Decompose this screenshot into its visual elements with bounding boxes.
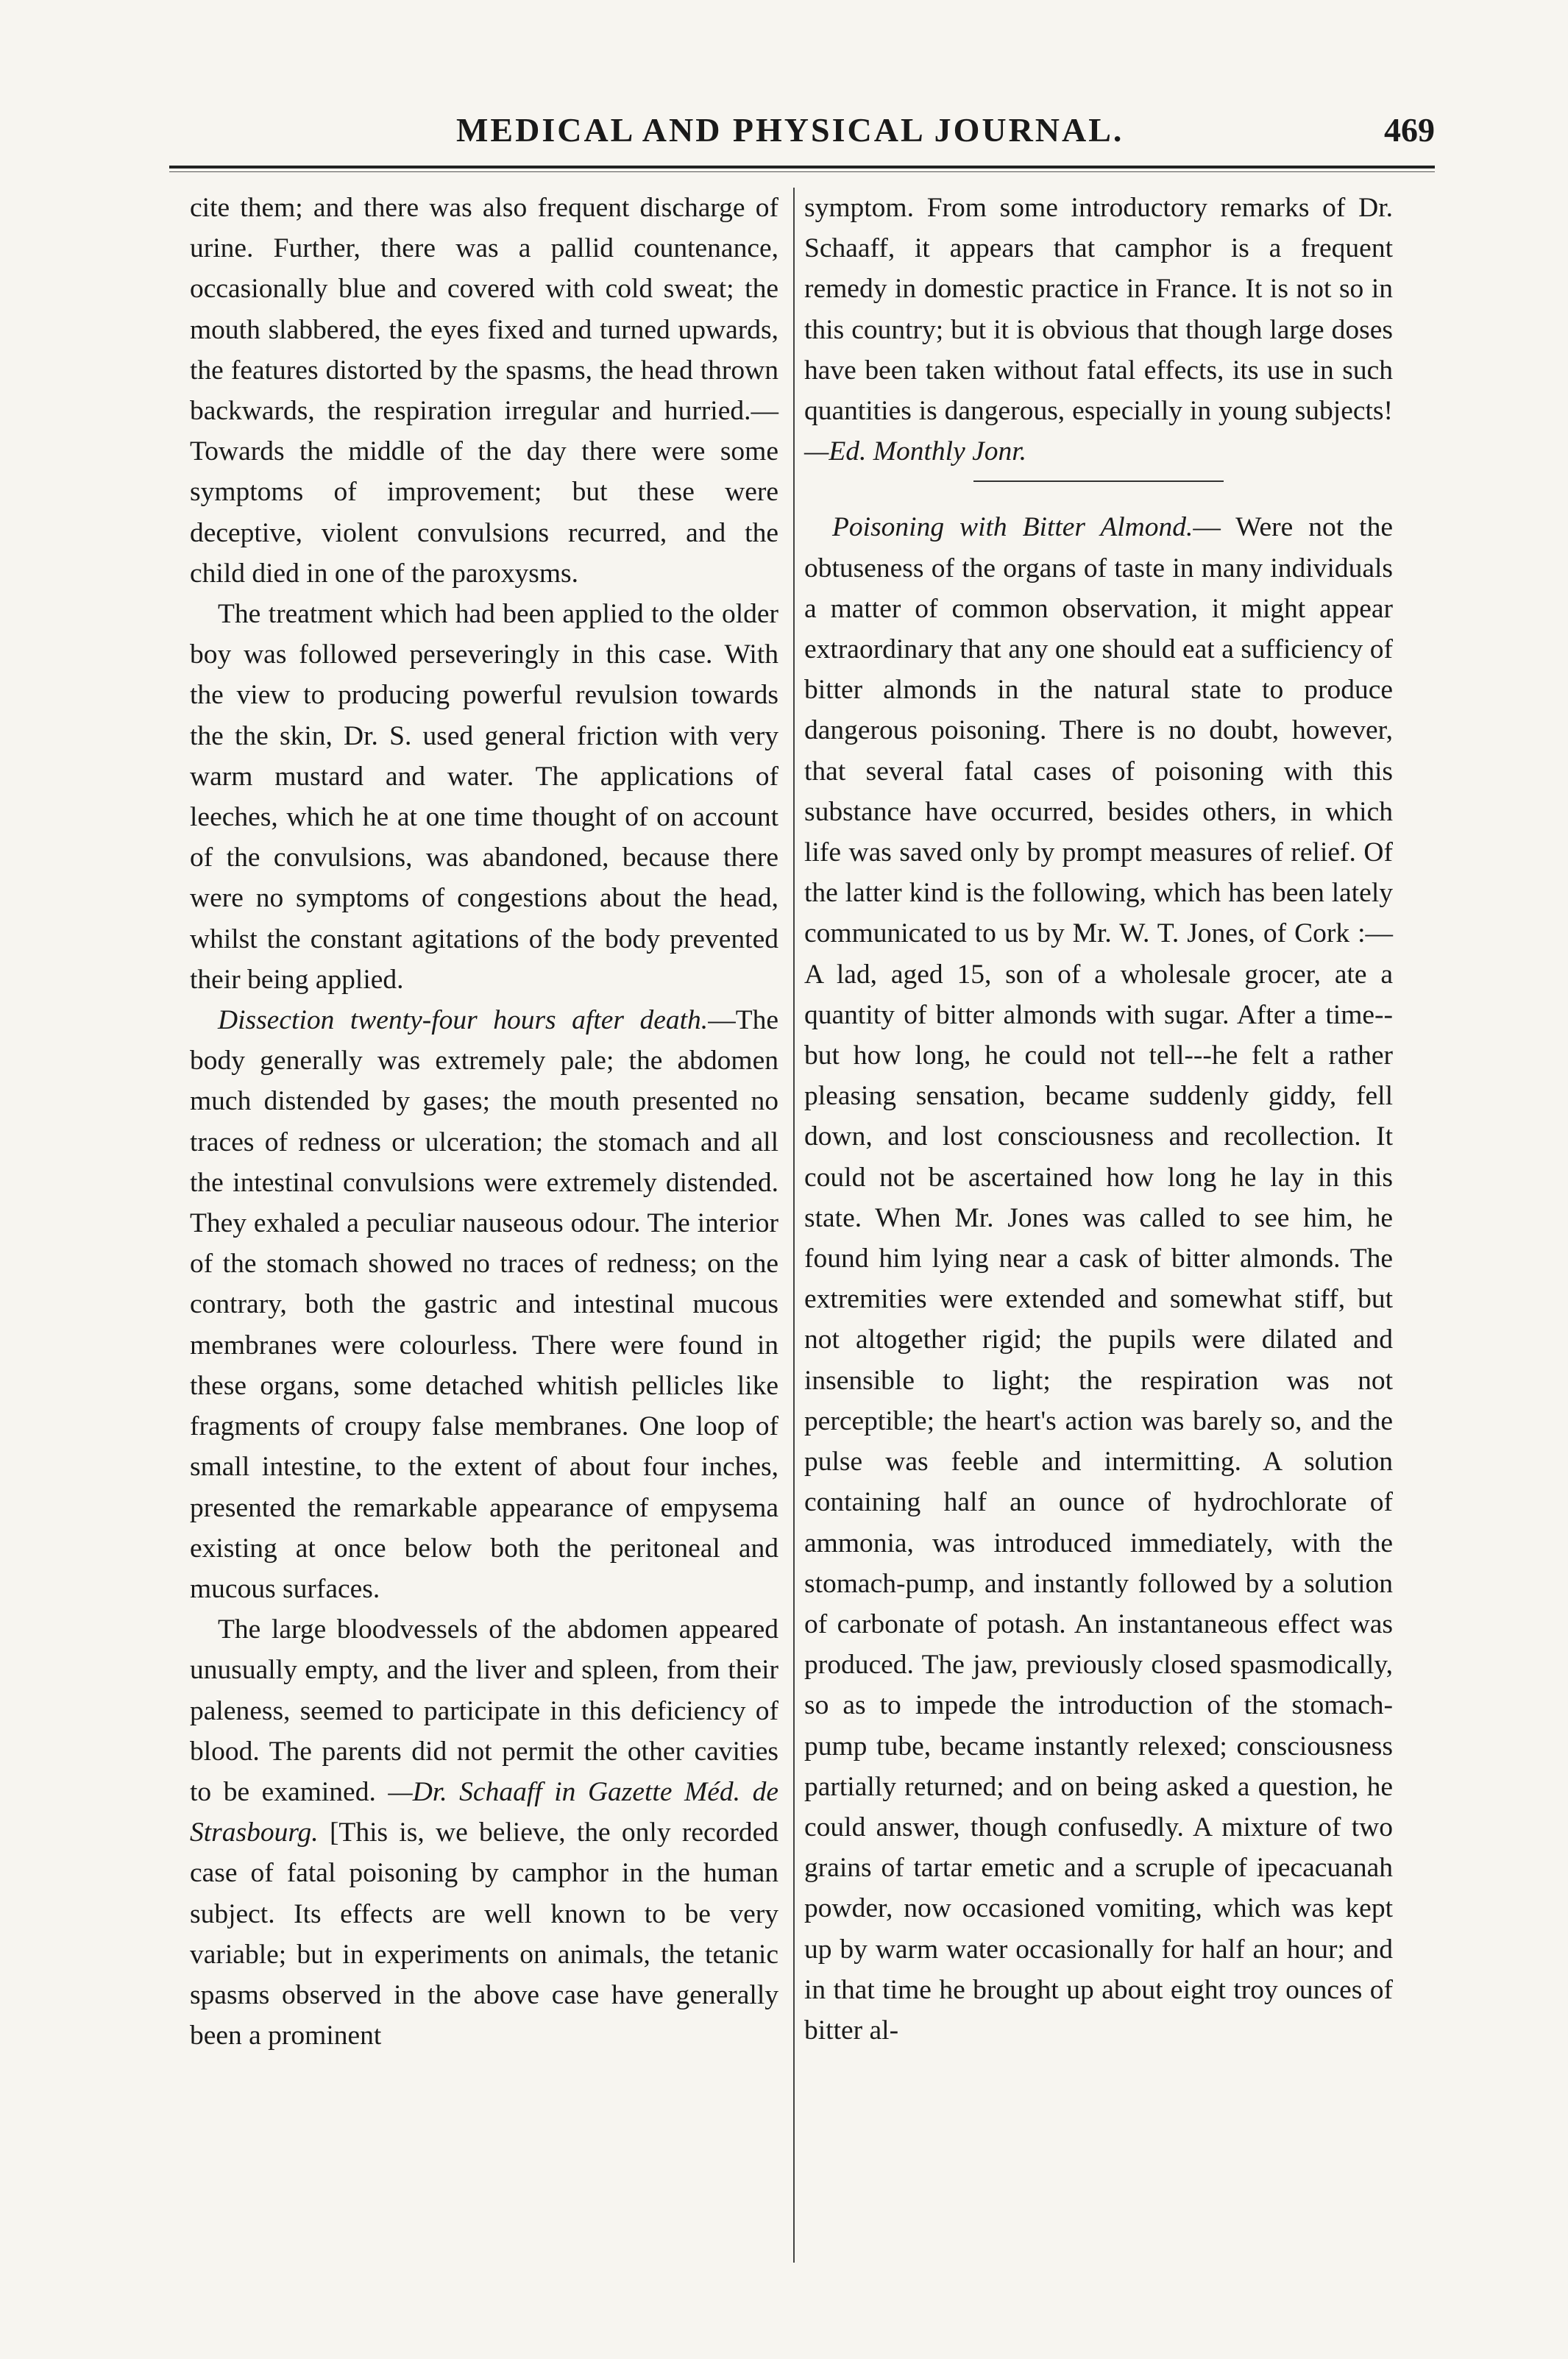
header-rule (169, 166, 1435, 168)
paragraph-case-continuation: cite them; and there was also frequent discharge of urine. Further, there was a pallid countenance, occasionally blue and covered with cold sweat; the mouth slabbered, the eyes fixed and turned upwards, the features distorted by the spasms, the head thrown backwards, the respiration irregular and hurried.— Towards the middle of the day there were some symptoms of improvement; but these were deceptive, violent convulsions recurred, and the child died in one of the paroxysms. (190, 193, 778, 589)
paragraph-editorial-continuation (804, 188, 1393, 472)
page-number: 469 (1384, 111, 1435, 149)
section-divider-rule (973, 480, 1224, 482)
dissection-text: —The body generally was extremely pale; the abdomen much distended by gases; the mouth presented no traces of redness or ulceration; the stomach and all the intestinal convulsions were extremely distended. They exhaled a peculiar nauseous odour. The interior of the stomach showed no traces of redness; on the contrary, both the gastric and intestinal mucous membranes were colourless. There were found in these organs, some detached whitish pellicles like fragments of croupy false membranes. One loop of small intestine, to the extent of about four inches, presented the remarkable appearance of empysema existing at once below both the peritoneal and mucous surfaces. (190, 1005, 778, 1604)
editor-signature: —Ed. Monthly Jonr. (804, 436, 1027, 467)
editorial-continuation-text: symptom. From some introductory remarks of Dr. Schaaff, it appears that camphor is a frequent remedy in domestic practice in France. It is not so in this country; but it is obvious that though large doses have been taken without fatal effects, its use in such quantities is dangerous, especially in young subjects! (804, 193, 1393, 427)
bloodvessels-text: The large bloodvessels of the abdomen appeared unusually empty, and the liver and spleen, from their paleness, seemed to participate in this deficiency of blood. The parents did not permit the other cavities to be examined. (190, 1614, 778, 1807)
source-reference: —Dr. Schaaff in Gazette Méd. de Strasbourg. (190, 1776, 779, 1848)
left-column (190, 188, 778, 2056)
section-heading-bitter-almond: Poisoning with Bitter Almond. (832, 512, 1193, 543)
paragraph-dissection (190, 1000, 778, 1609)
right-column (804, 188, 1393, 2051)
header-rule-thin (169, 171, 1435, 172)
paragraph-bitter-almond (804, 507, 1393, 2051)
column-divider (793, 188, 795, 2263)
dissection-lead: Dissection twenty-four hours after death. (218, 1005, 709, 1036)
running-title: MEDICAL AND PHYSICAL JOURNAL. (456, 111, 1124, 149)
paragraph-bloodvessels (190, 1609, 778, 2056)
paragraph-treatment: The treatment which had been applied to the older boy was followed perseveringly in this case. With the view to producing powerful revulsion towards the the skin, Dr. S. used general friction with very warm mustard and water. The applications of leeches, which he at one time thought of on account of the convulsions, was abandoned, because there were no symptoms of congestions about the head, whilst the constant agitations of the body prevented their being applied. (190, 599, 778, 995)
editorial-note: [This is, we believe, the only recorded case of fatal poisoning by camphor in the human subject. Its effects are well known to be very variable; but in experiments on animals, the tetanic spasms observed in the above case have generally been a prominent (190, 1817, 778, 2051)
bitter-almond-text: — Were not the obtuseness of the organs of taste in many individuals a matter of common observation, it might appear extraordinary that any one should eat a sufficiency of bitter almonds in the natural state to produce dangerous poisoning. There is no doubt, however, that several fatal cases of poisoning with this substance have occurred, besides others, in which life was saved only by prompt measures of relief. Of the latter kind is the following, which has been lately communicated to us by Mr. W. T. Jones, of Cork :—A lad, aged 15, son of a wholesale grocer, ate a quantity of bitter almonds with sugar. After a time-- but how long, he could not tell---he felt a rather pleasing sensation, became suddenly giddy, fell down, and lost consciousness and recollection. It could not be ascertained how long he lay in this state. When Mr. Jones was called to see him, he found him lying near a cask of bitter almonds. The extremities were extended and somewhat stiff, but not altogether rigid; the pupils were dilated and insensible to light; the respiration was not perceptible; the heart's action was barely so, and the pulse was feeble and intermitting. A solution containing half an ounce of hydrochlorate of ammonia, was introduced immediately, with the stomach-pump, and instantly followed by a solution of carbonate of potash. An instantaneous effect was produced. The jaw, previously closed spasmodically, so as to impede the introduction of the stomach-pump tube, became instantly relexed; consciousness partially returned; and on being asked a question, he could answer, though confusedly. A mixture of two grains of tartar emetic and a scruple of ipecacuanah powder, now occasioned vomiting, which was kept up by warm water occasionally for half an hour; and in that time he brought up about eight troy ounces of bitter al- (804, 512, 1393, 2046)
page-header (169, 110, 1435, 169)
